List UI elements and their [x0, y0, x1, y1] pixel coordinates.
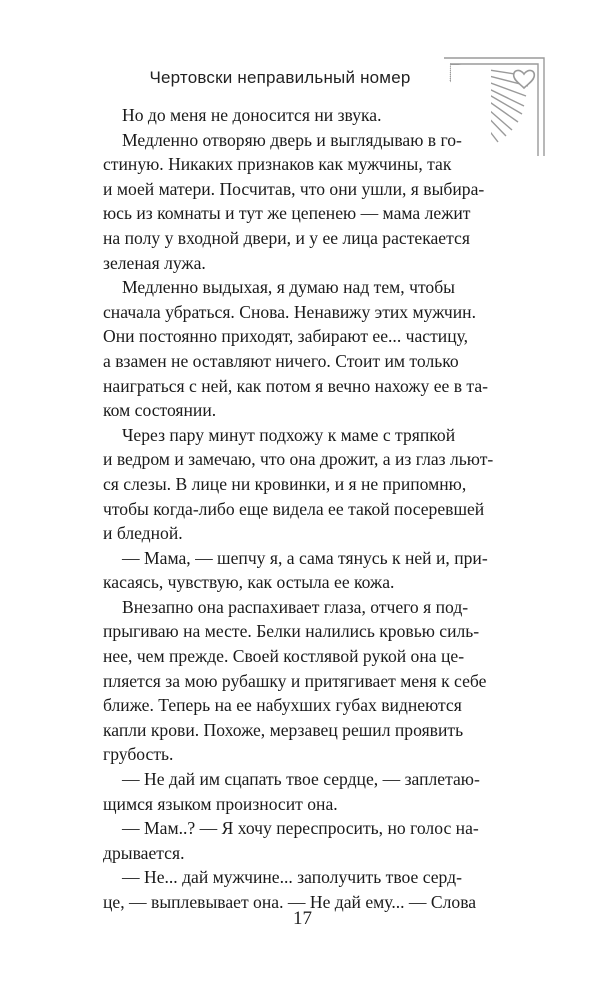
- paragraph-2: Медленно отворяю дверь и выглядываю в го- стиную. Никаких признаков как мужчины, так и моей матери. Посчитав, что они ушли, я выбира- юсь из комнаты и тут же цепенею — мама лежит на полу у входной двери, и у ее лица растекается зеленая лужа.: [103, 129, 485, 273]
- paragraph-5: — Мама, — шепчу я, а сама тянусь к ней и, при- касаясь, чувствую, как остыла ее кожа.: [103, 547, 488, 593]
- page-number: 17: [293, 908, 312, 929]
- running-head: Чертовски неправильный номер: [149, 68, 411, 87]
- paragraph-8: — Мам..? — Я хочу переспросить, но голос на- дрывается.: [103, 818, 479, 863]
- body-text: [103, 103, 503, 915]
- paragraph-7: — Не дай им сцапать твое сердце, — заплетаю- щимся языком произносит она.: [103, 769, 480, 814]
- paragraph-9: — Не... дай мужчине... заполучить твое серд- це, — выплевывает она. — Не дай ему... — Слова: [103, 867, 477, 912]
- paragraph-6: Внезапно она распахивает глаза, отчего я под- прыгиваю на месте. Белки налились кровью силь- нее, чем прежде. Своей костлявой рукой она це- пляется за мою рубашку и притягивает меня к себе ближе. Теперь на ее набухших губах виднеются капли крови. Похоже, мерзавец решил проявить грубость.: [103, 596, 487, 765]
- paragraph-1: Но до меня не доносится ни звука.: [122, 105, 382, 125]
- paragraph-4: Через пару минут подхожу к маме с тряпкой и ведром и замечаю, что она дрожит, а из глаз льют- ся слезы. В лице ни кровинки, и я не припомню, чтобы когда-либо еще видела ее такой посеревшей и бледной.: [103, 424, 494, 544]
- paragraph-3: Медленно выдыхая, я думаю над тем, чтобы сначала убраться. Снова. Ненавижу этих мужчин. Они постоянно приходят, забирают ее... частицу, а взамен не оставляют ничего. Стоит им только наиграться с ней, как потом я вечно нахожу ее в та- ком состоянии.: [103, 277, 489, 421]
